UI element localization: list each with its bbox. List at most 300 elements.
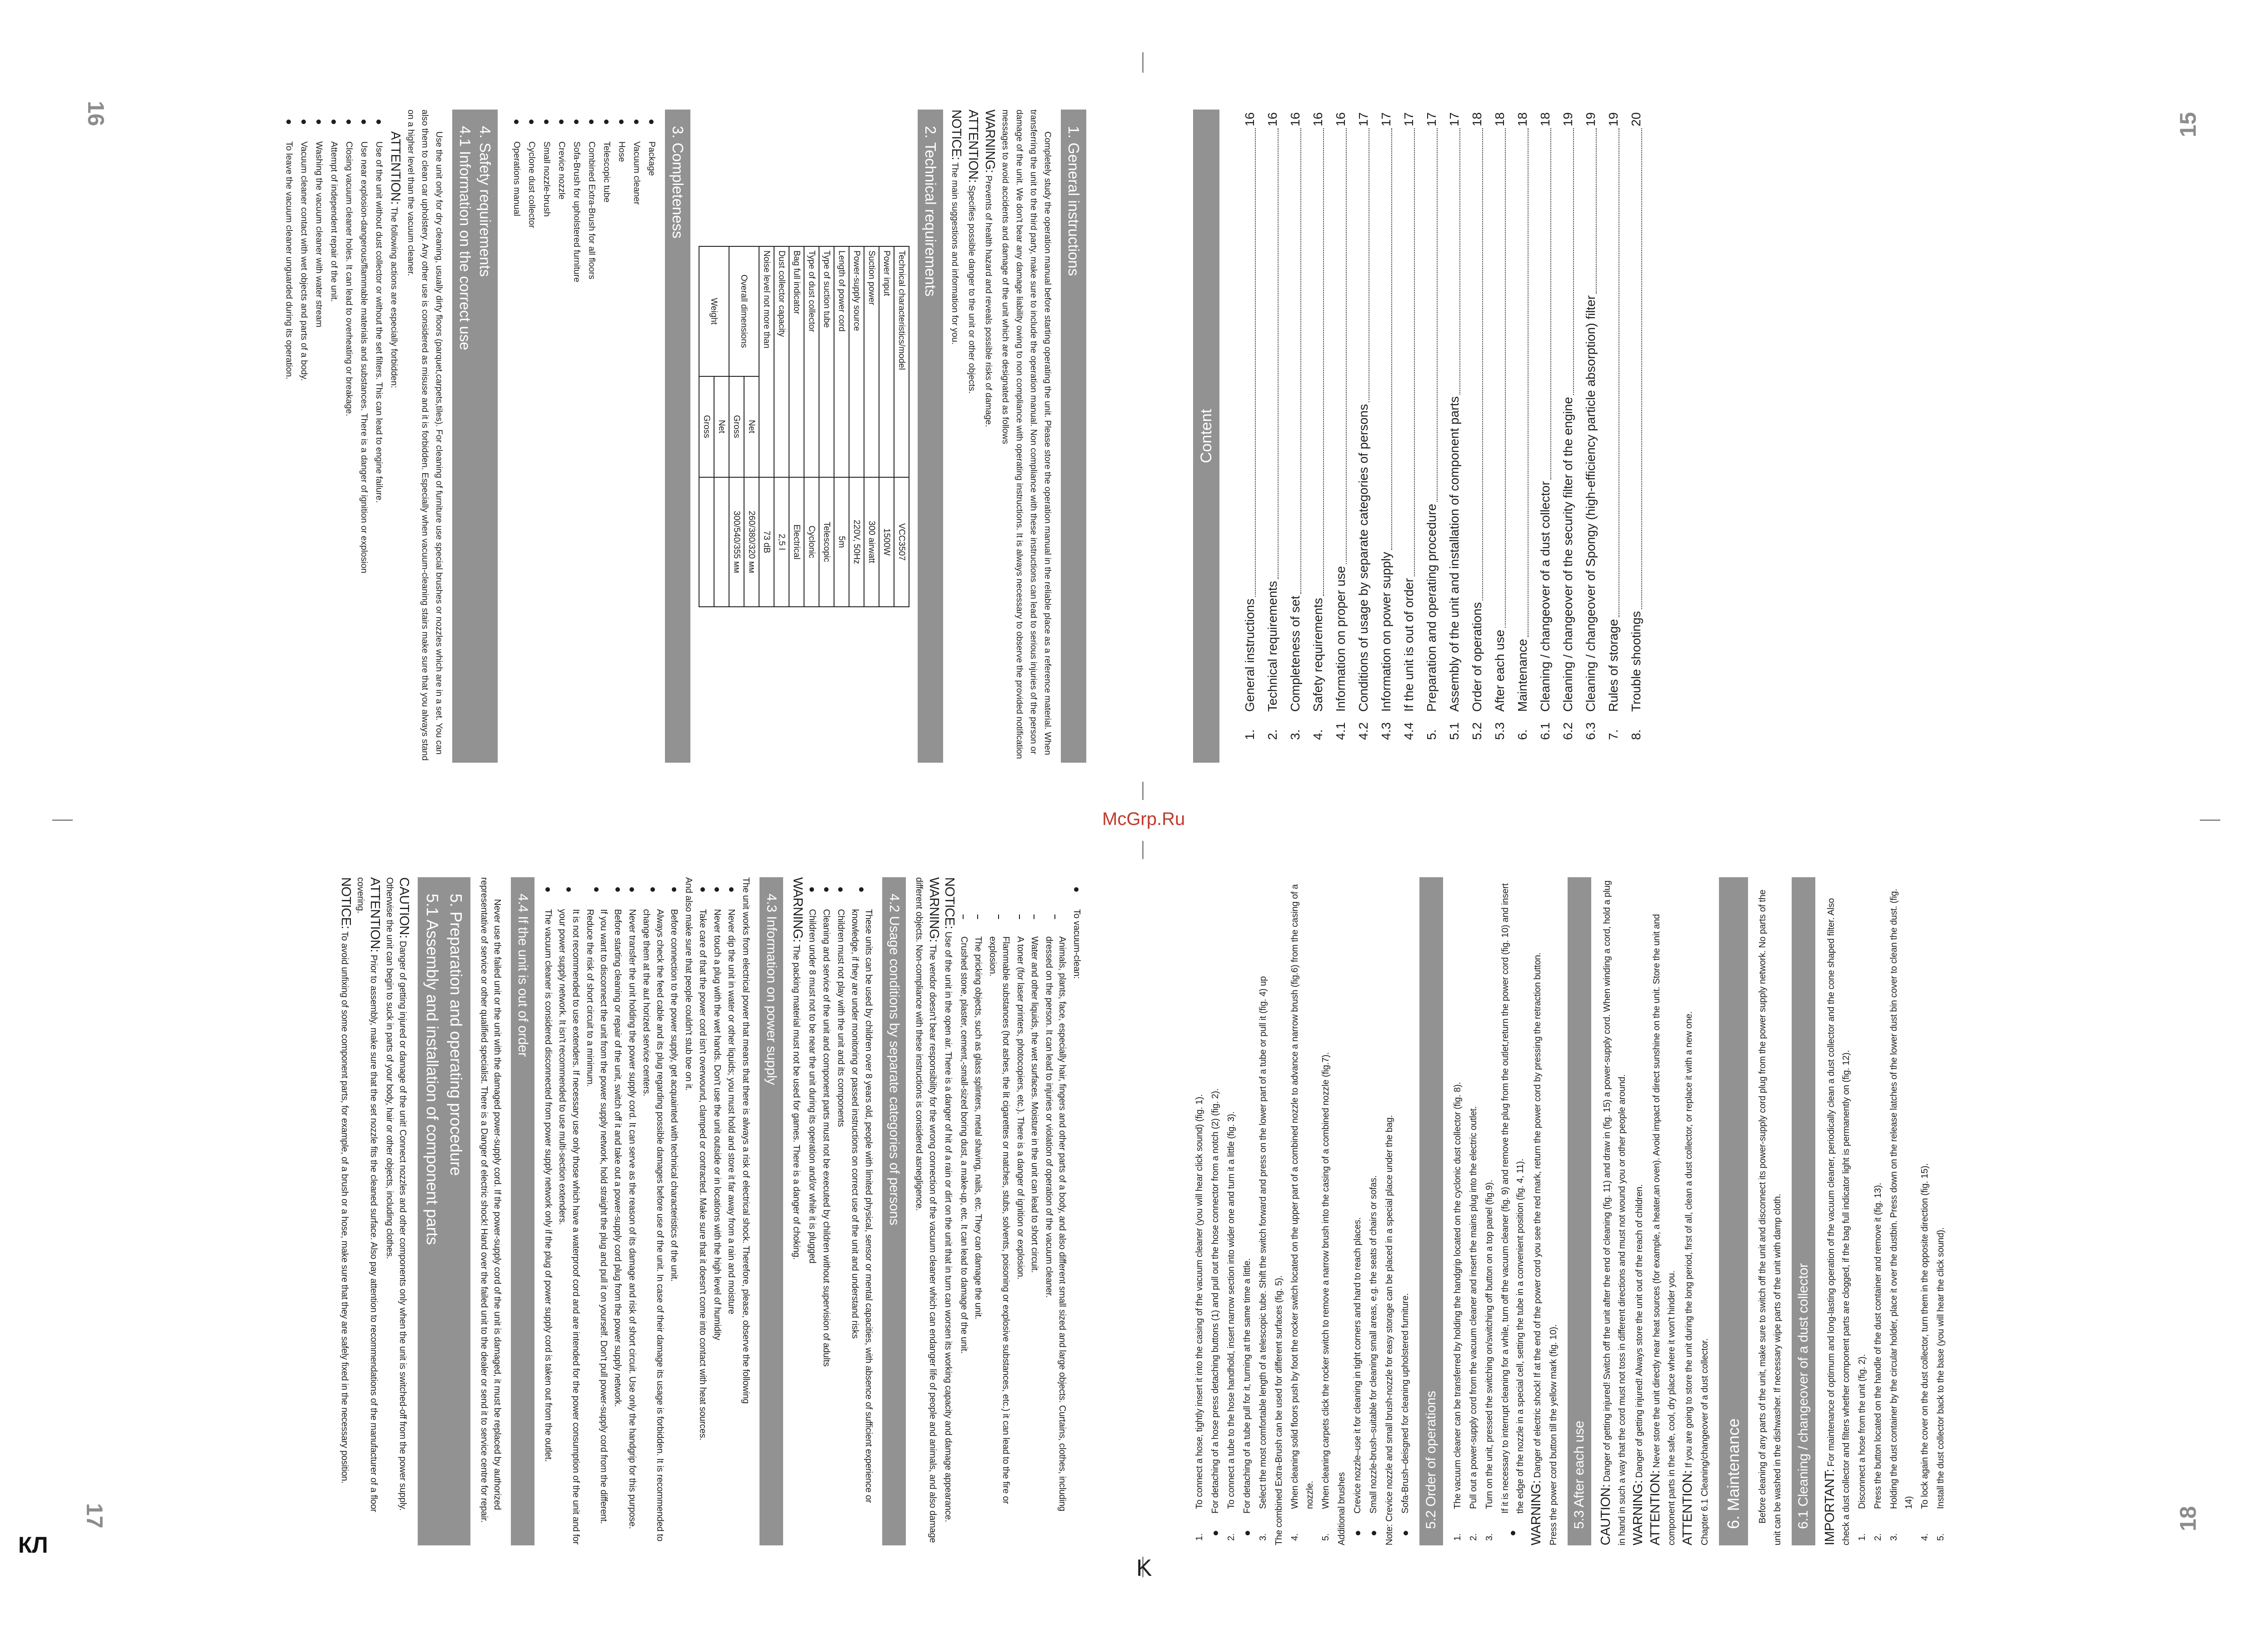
section-header — [1419, 877, 1443, 1545]
list-item — [282, 110, 296, 763]
page-17 — [0, 814, 1134, 1629]
numbered-item — [1466, 877, 1481, 1545]
toc-entry-label: Safety requirements — [1311, 598, 1325, 712]
list-item — [297, 110, 311, 763]
dash-marker — [957, 904, 971, 936]
toc-entry — [1261, 110, 1284, 763]
list-item — [614, 110, 629, 763]
list-item-text: For detaching of a hose press detaching buttons (1) and pull out the hose connector from a notch (2) (fig. 2). — [1210, 1088, 1220, 1514]
list-item-text: Crushed stone, plaster, cement,-small-sized boring dust, a make-up, etc. It can lead to damage of the unit. — [959, 936, 969, 1354]
list-item-text: The vacuum cleaner can be transferred by holding the handgrip located on the cyclonic dust collector (fig. 8). — [1453, 1082, 1463, 1509]
list-item-text: Children under 8 must not to be near the unit during its operation and/or while it is plugged — [807, 909, 817, 1264]
toc-entry-label: Completeness of set — [1288, 595, 1302, 712]
spec-label: Power-supply source — [849, 246, 864, 477]
spec-label: Bag full indicator — [789, 246, 804, 477]
numbered-item — [1887, 877, 1917, 1545]
bullet-icon — [615, 887, 620, 892]
toc-dot-leader — [1573, 128, 1574, 395]
toc-entry-page: 16 — [1243, 112, 1257, 127]
bullet-icon — [651, 887, 655, 892]
item-number: 1. — [1194, 1533, 1204, 1541]
list-item-text: Before connection to the power supply, get acquainted with technical characteristics of the unit. — [669, 909, 679, 1282]
paragraph-text: Use the unit only for dry cleaning, usually dirty floors (parquet,carpets,tiles). For cleaning of furniture use special brushes or nozzles which are in a set. You can also them to clean car upholstery. Any other use is considered as misuse and it is forbidden. Especially when vacuum-cleaning stairs make sure that you always stand on a higher level than the vacuum cleaner. — [406, 110, 444, 761]
item-number: 1. — [1453, 1533, 1463, 1541]
bullet-marker — [584, 110, 599, 141]
bullet-marker — [1498, 1514, 1528, 1545]
spec-value: Cyclonic — [804, 477, 819, 607]
bullet-marker — [510, 110, 524, 141]
notice-paragraph — [1599, 877, 1630, 1545]
dash-marker — [971, 904, 985, 936]
spec-value: Telescopic — [819, 477, 834, 607]
numbered-item — [1224, 877, 1239, 1545]
list-item-text: For detaching of a tube pull for it, turning at the same time a little. — [1242, 1258, 1252, 1514]
page-17-sheet — [0, 814, 1134, 1629]
list-item-text: Small nozzle-brush–suitable for cleaning small areas, e.g. the seats of chairs or sofas. — [1369, 1175, 1379, 1514]
logo: КЛ — [18, 1532, 48, 1558]
list-item-text: A toner (for laser printers, photocopiers, etc.). There is a danger of ignition or explosion. — [1015, 936, 1025, 1279]
toc-entry-label: General instructions — [1243, 598, 1257, 712]
bullet-icon — [649, 120, 654, 124]
bullet-marker — [282, 110, 296, 141]
page-18-content — [1192, 877, 1949, 1545]
watermark-text: McGrp.Ru — [1102, 809, 1185, 829]
toc-entry-page: 18 — [1470, 112, 1484, 127]
section-title: 3. Completeness — [669, 126, 686, 239]
paragraph-text: Danger of electric shock! If at the end of the power cord you see the red mark, return the power cord by pressing the retraction button. — [1533, 952, 1543, 1480]
toc-entry-page: 16 — [1311, 112, 1325, 127]
bullet-marker — [667, 877, 681, 909]
notice-paragraph — [1631, 877, 1647, 1545]
bullet-icon — [530, 120, 534, 124]
section-header — [1719, 877, 1748, 1545]
list-item-text: Never transfer the unit holding the power supply cord. It can serve as the reason of its damage and risk of short circuit. Use only the handgrip for this purpose. — [627, 909, 637, 1529]
notice-label: IMPORTANT: — [1823, 1469, 1837, 1545]
list-item — [696, 877, 709, 1545]
bullet-icon — [377, 120, 381, 124]
paragraph — [1382, 877, 1397, 1545]
toc-entry — [1534, 110, 1557, 763]
list-item — [1014, 877, 1027, 1545]
list-item — [819, 877, 833, 1545]
toc-entry-label: Technical requirements — [1265, 581, 1279, 712]
list-item-text: Press the button located on the handle of the dust container and remove it (fig. 13). — [1873, 1183, 1883, 1509]
bullet-marker — [696, 877, 709, 909]
bullet-icon — [594, 887, 599, 892]
toc-entry — [1239, 110, 1261, 763]
list-item — [372, 110, 386, 763]
notice-label: WARNING: — [1529, 1480, 1544, 1545]
section-title: 4.1 Information on the correct use — [457, 126, 474, 350]
list-item — [1070, 877, 1084, 1545]
notice-label: CAUTION: — [397, 877, 412, 939]
list-item-text: Sofa-Brush for upholstered furniture — [572, 141, 582, 283]
paragraph-text: Note: Crevice nozzle and small brush-nozzle for easy storage can be placed in a special place under the bag. — [1384, 1115, 1394, 1545]
item-number: 3. — [1258, 1533, 1268, 1541]
paragraph-text: The vendor doesn't bear responsibility for the wrong connection of the vacuum cleaner which can endanger life of people and animals, and also damage different objects. Non-compliance with these instructions is considered asnegligence. — [914, 877, 938, 1543]
list-item — [639, 877, 666, 1545]
toc-title: Content — [1193, 110, 1219, 763]
dash-icon — [963, 914, 964, 919]
bullet-icon — [567, 887, 571, 892]
toc-entry-page: 17 — [1424, 112, 1439, 127]
notice-paragraph — [981, 110, 997, 763]
paragraph — [739, 877, 753, 1545]
toc-entry-number: 6. — [1515, 729, 1529, 740]
page-15-sheet — [1134, 0, 2268, 814]
section-title: 1. General instructions — [1065, 126, 1082, 276]
toc-entry — [1466, 110, 1489, 763]
section-header — [882, 877, 906, 1545]
bullet-icon — [515, 120, 519, 124]
list-item — [667, 877, 681, 1545]
list-item — [957, 877, 971, 1545]
item-number: 2. — [1873, 1533, 1883, 1541]
list-item-text: Crevice nozzle–use it for cleaning in tight corners and hard to reach places. — [1353, 1217, 1363, 1514]
list-item-text: Use near explosion-dangerous/flammable materials and substances. There is a danger of ignition or explosion — [359, 141, 369, 574]
item-number: 1. — [1857, 1533, 1867, 1541]
list-item — [1028, 877, 1041, 1545]
list-item — [724, 877, 738, 1545]
list-item-text: Vacuum cleaner contact with wet objects and parts of a body. — [299, 141, 309, 381]
section-title: 6.1 Cleaning / changeover of a dust collector — [1796, 1263, 1811, 1529]
toc-entry — [1511, 110, 1534, 763]
bullet-icon — [589, 120, 594, 124]
list-item-text: If it is necessary to interrupt cleaning for a while, turn off the vacuum cleaner (fig. 9) and remove the plug from the outlet,return the power cord (fig. 10) and insert the edge of the nozzle in a special cell, setting the tube in a convenient position (fig. 4, 11). — [1500, 883, 1525, 1514]
paragraph-text: The unit works from electrical power that means that there is always a risk of electrical shock. Therefore, please, observe the following — [741, 877, 751, 1404]
item-number: 3. — [1484, 1533, 1494, 1541]
toc-dot-leader — [1346, 128, 1347, 564]
notice-paragraph — [948, 110, 964, 763]
bullet-icon — [1074, 887, 1079, 892]
list-item — [555, 110, 569, 763]
bullet-icon — [545, 887, 550, 892]
list-item-text: It is not recommended to use extenders. If necessary use only those which have a waterproof cord and are intended for the power consumption of the unit and for your power supply network. It isn't recommended to use multi-section extenders. — [557, 909, 581, 1544]
numbered-item — [1855, 877, 1870, 1545]
dash-icon — [1019, 914, 1020, 919]
spec-value — [699, 477, 714, 607]
spec-row — [879, 246, 894, 607]
spec-value — [714, 477, 729, 607]
notice-paragraph — [1529, 877, 1545, 1545]
list-item-text: To connect a tube to the hose handhold, insert narrow section into wider one and turn it a little (fig. 3). — [1226, 1111, 1236, 1509]
toc-entry-number: 5.2 — [1470, 722, 1484, 740]
toc-dot-leader — [1596, 128, 1597, 294]
page-number: 17 — [82, 1503, 107, 1529]
spec-label: Power input — [879, 246, 894, 477]
spec-label: Technical characteristics/model — [894, 246, 909, 477]
section-title: 4.2 Usage conditions by separate categories of persons — [887, 894, 902, 1225]
spec-row — [804, 246, 819, 607]
list-item-text: To vacuum-clean: — [1072, 909, 1082, 979]
toc-entry-number: 7. — [1606, 729, 1620, 740]
toc-dot-leader — [1528, 128, 1529, 637]
notice-label: WARNING: — [790, 877, 805, 943]
numbered-item — [1450, 877, 1465, 1545]
toc-dot-leader — [1300, 128, 1301, 594]
toc-entry-label: Preparation and operating procedure — [1424, 504, 1439, 712]
paragraph — [998, 110, 1054, 763]
paragraph-text: The main suggestions and information for you. — [950, 160, 960, 345]
notice-paragraph — [789, 877, 804, 1545]
toc-dot-leader — [1414, 128, 1415, 576]
notice-label: NOTICE: — [949, 110, 964, 160]
toc-entry-label: Cleaning / changeover of a dust collector — [1538, 481, 1552, 712]
list-item-text: The vacuum cleaner is considered disconnected from power supply network only if the plug of power supply cord is taken out from the outlet. — [543, 909, 553, 1462]
paragraph-text: Prevents of health hazard and reveals possible risks of damage. — [984, 173, 994, 427]
notice-label: WARNING: — [1631, 1480, 1645, 1545]
paragraph — [682, 877, 695, 1545]
bullet-icon — [604, 120, 609, 124]
list-item — [986, 877, 1013, 1545]
paragraph-text: Before cleaning of any parts of the unit, make sure to switch off the unit and disconnect its power-supply cord plug from the power supply network. No parts of the unit can be washed in the dishwasher. If necessary wipe parts of the unit with damp cloth. — [1758, 889, 1783, 1545]
bullet-marker — [625, 877, 639, 909]
bullet-icon — [809, 887, 814, 892]
list-item-text: When cleaning solid floors push by foot the rocker switch located on the upper part of a combined nozzle to advance a narrow brush (fig.6) from the casing of a nozzle. — [1290, 884, 1315, 1509]
list-item-text: If you want to disconnect the unit from the power supply network, hold straight the plug and pull it on yourself. Don't pull power-supply cord from the different. Reduce the risk of short circuit to a minimum. — [585, 909, 609, 1524]
toc-entry-page: 16 — [1265, 112, 1279, 127]
toc-entry — [1398, 110, 1420, 763]
dash-icon — [977, 914, 978, 919]
toc-entry-number: 4.2 — [1356, 722, 1370, 740]
toc-entry-label: Cleaning / changeover of the security filter of the engine — [1561, 397, 1575, 712]
paragraph-text: Prior to assembly, make sure that the set nozzle fits the cleaned surface. Also pay attention to recommendations of the manufacturer of a floor covering. — [355, 877, 379, 1512]
list-item — [1240, 877, 1255, 1545]
list-item-text: Select the most comfortable length of a telescopic tube. Shift the switch forward and press on the lower part of a tube or pull it (fig. 4) up — [1258, 976, 1268, 1509]
spec-value: 73 dB — [759, 477, 774, 607]
numbered-item — [1192, 877, 1207, 1545]
bullet-icon — [317, 120, 321, 124]
toc-entry-number: 6.2 — [1561, 722, 1575, 740]
list-item — [584, 110, 599, 763]
paragraph — [1334, 877, 1349, 1545]
section-header — [918, 110, 943, 763]
dash-marker — [986, 904, 1013, 936]
section-title: 5.3 After each use — [1572, 1420, 1587, 1529]
bullet-icon — [629, 887, 634, 892]
list-item-text: Children must not play with the unit and its components — [836, 909, 846, 1127]
list-item-text: Before starting cleaning or repair of the unit, switch off it and take out a power-supply cord plug from the power supply network. — [613, 909, 623, 1407]
bullet-marker — [1366, 1514, 1381, 1545]
toc-dot-leader — [1278, 128, 1279, 579]
toc-entry-page: 17 — [1379, 112, 1393, 127]
paragraph-text: Completely study the operation manual before starting operating the unit. Please store the operation manual in the reliable place as a reference material. When transferring the unit to the third party, make sure to include the operation manual. Non compliance with these instructions can lead to serious injuries of the person or damage of the unit. We don't bear any damage liability owing to non compliance with operating instructions. It is always necessary to observe the provided notification messages to avoid accidents and damage of the unit which are designated as follows — [1000, 110, 1053, 759]
toc-entry-label: After each use — [1493, 630, 1507, 712]
toc-entry-label: Information on power supply — [1379, 552, 1393, 712]
bullet-icon — [1511, 1531, 1515, 1535]
bullet-icon — [1404, 1531, 1408, 1535]
bullet-marker — [819, 877, 833, 909]
bullet-marker — [1350, 1514, 1365, 1545]
spec-row — [744, 246, 759, 607]
toc-entry — [1329, 110, 1352, 763]
toc-entry-number: 4.1 — [1334, 722, 1348, 740]
page-number: 16 — [83, 101, 109, 126]
spec-value: 300/540/355 мм — [729, 477, 744, 607]
section-title: 4.3 Information on power supply — [764, 894, 779, 1085]
page-15 — [1134, 0, 2268, 814]
paragraph-text: To avoid unfixing of some component parts, for example, of a brush or a hose, make sure that they are safely fixed in the necessary position. — [340, 929, 350, 1484]
toc-entry-label: Information on proper use — [1334, 566, 1348, 712]
toc-dot-leader — [1505, 128, 1506, 628]
notice-label: CAUTION: — [1599, 1484, 1613, 1545]
paragraph-text: Specifies possible danger to the unit or other objects. — [967, 182, 977, 394]
list-item-text: To connect a hose, tightly insert it into the casing of the vacuum cleaner (you will hear click sound) (fig. 1). — [1194, 1094, 1204, 1509]
notice-label: ATTENTION: — [966, 110, 981, 183]
spec-value: 1500W — [879, 477, 894, 607]
spec-value: VCC3507 — [894, 477, 909, 607]
spec-row — [759, 246, 774, 607]
dash-marker — [1014, 904, 1027, 936]
list-item — [644, 110, 659, 763]
spec-sub-label: Gross — [729, 376, 744, 477]
list-item — [599, 110, 614, 763]
page-number: 18 — [2175, 1506, 2201, 1531]
item-number: 5. — [1936, 1533, 1946, 1541]
bullet-marker — [614, 110, 629, 141]
list-item — [525, 110, 539, 763]
section-title: 6. Maintenance — [1724, 1418, 1743, 1529]
list-item-text: Cyclone dust collector — [527, 141, 537, 228]
list-item — [1350, 877, 1365, 1545]
dash-icon — [998, 914, 999, 919]
spec-row — [789, 246, 804, 607]
list-item-text: Pull out a power-supply cord from the vacuum cleaner and insert the mains plug into the electric outlet. — [1469, 1106, 1479, 1509]
list-item-text: Crevice nozzle — [557, 141, 567, 200]
spec-value: 220V, 50Hz — [849, 477, 864, 607]
section-title: 5.1 Assembly and installation of component parts — [423, 894, 442, 1245]
bullet-marker — [525, 110, 539, 141]
spec-row — [849, 246, 864, 607]
list-item — [611, 877, 624, 1545]
bullet-icon — [838, 887, 843, 892]
bullet-marker — [1070, 877, 1084, 909]
list-item — [805, 877, 819, 1545]
bullet-icon — [619, 120, 624, 124]
bullet-icon — [545, 120, 549, 124]
bullet-marker — [639, 877, 666, 909]
paragraph-text: The packing material must not be used for games. There is a danger of choking. — [791, 942, 802, 1260]
bullet-marker — [569, 110, 584, 141]
toc-dot-leader — [1437, 128, 1438, 502]
bullet-icon — [1214, 1531, 1218, 1535]
list-item-text: Always check the feed cable and its plug regarding possible damages before use of the unit. In case of their damage its usage is forbidden. It is recommended to change them at the aut horized service centers. — [641, 909, 665, 1542]
bullet-icon — [560, 120, 564, 124]
bullet-icon — [729, 887, 734, 892]
item-number: 2. — [1469, 1533, 1479, 1541]
section-title: 5. Preparation and operating procedure — [447, 894, 466, 1176]
toc-entry-page: 16 — [1334, 112, 1348, 127]
bullet-icon — [634, 120, 639, 124]
paragraph-text: Never use the failed unit or the unit with the damaged power-supply cord. If the power-supply cord of the unit is damaged, it must be replaced by authorized representative of service or other qualified specialist. There is a Danger of electric shock! Hand over the failed unit to the dealer or send it to service centre for repair. — [479, 877, 503, 1523]
toc-dot-leader — [1391, 128, 1392, 550]
spec-row — [834, 246, 849, 607]
list-item-text: Install the dust collector back to the base (you will hear the click sound). — [1936, 1227, 1946, 1509]
notice-paragraph — [338, 877, 353, 1545]
numbered-item — [1288, 877, 1318, 1545]
list-item — [1208, 877, 1223, 1545]
notice-label: ATTENTION: — [1648, 1470, 1663, 1545]
list-item-text: Closing vacuum cleaner holes. It can lead to overheating or breakage. — [344, 141, 354, 416]
corner-mark: K — [1136, 1555, 1152, 1581]
numbered-item — [1256, 877, 1271, 1545]
bullet-marker — [297, 110, 311, 141]
list-item-text: Flammable substances (hot ashes, the lit cigarettes or matches, stubs, solvents, poisoning or explosive substances, etc.) it can lead to the fire or explosion. — [988, 936, 1011, 1504]
bullet-icon — [672, 887, 676, 892]
paragraph — [404, 110, 446, 763]
toc-entry-number: 4. — [1311, 729, 1325, 740]
list-item — [327, 110, 341, 763]
notice-label: WARNING: — [927, 877, 941, 943]
section-header — [759, 877, 783, 1545]
toc-entry-label: Trouble shootings — [1629, 611, 1643, 712]
bullet-marker — [555, 110, 569, 141]
toc-entry — [1489, 110, 1511, 763]
section-title: 4.4 If the unit is out of order — [515, 894, 531, 1057]
list-item-text: When cleaning carpets click the rocker switch to remove a narrow brush into the casing of a combined nozzle (fig.7). — [1321, 1052, 1331, 1509]
list-item — [848, 877, 875, 1545]
list-item — [342, 110, 356, 763]
toc-entry — [1443, 110, 1466, 763]
bullet-marker — [611, 877, 624, 909]
paragraph-text: Never store the unit directly near heat sources (for example, a heater,an oven). Avoid impact of direct sunshine on the unit. Store the unit and component parts in the safe, cool, dry place where it won't hinder you. — [1652, 914, 1677, 1545]
list-item-text: Disconnect a hose from the unit (fig. 2). — [1857, 1354, 1867, 1509]
page-16 — [0, 0, 1134, 814]
toc-entry — [1579, 110, 1602, 763]
spec-label: Type of dust collector — [804, 246, 819, 477]
toc-entry-label: If the unit is out of order — [1402, 578, 1416, 712]
paragraph-text: Chapter 6.1 Cleaning/changeover of a dust collector. — [1700, 1338, 1710, 1545]
list-item — [357, 110, 371, 763]
paragraph-text: The combined Extra-Brush can be used for different surfaces (fig. 5). — [1274, 1275, 1284, 1545]
paragraph-text: For maintenance of optimum and long-lasting operation of the vacuum cleaner, periodically clean a dust collector and the cone shaped filter. Also check a dust collector and filters whether component parts are clogged, if the bag full indicator light is permanently on (fig. 12). — [1826, 898, 1851, 1545]
bullet-marker — [342, 110, 356, 141]
bullet-marker — [1240, 1514, 1255, 1545]
item-number: 2. — [1226, 1533, 1236, 1541]
spec-value: Electrical — [789, 477, 804, 607]
notice-paragraph — [1648, 877, 1679, 1545]
paragraph — [1698, 877, 1713, 1545]
numbered-item — [1918, 877, 1933, 1545]
list-item — [629, 110, 644, 763]
item-number: 3. — [1889, 1533, 1899, 1541]
section-header — [1792, 877, 1815, 1545]
spec-label: Type of suction tube — [819, 246, 834, 477]
list-item-text: These units can be used by children over 8 years old, people with limited physical, sensor or mental capacities, with absence of sufficient experience or knowledge, if they are under monitoring or passed instructions on correct use of the unit and understand risks — [850, 909, 874, 1503]
toc-entry-page: 19 — [1584, 112, 1598, 127]
toc-entry-page: 18 — [1515, 112, 1529, 127]
notice-paragraph — [387, 110, 403, 763]
bullet-marker — [1208, 1514, 1223, 1545]
section-header — [1061, 110, 1086, 763]
toc-entry-number: 5.1 — [1447, 722, 1461, 740]
dash-marker — [1042, 904, 1069, 936]
spec-row — [714, 246, 729, 607]
spec-label: Suction power — [864, 246, 879, 477]
item-number: 4. — [1920, 1533, 1930, 1541]
toc-entry-label: Conditions of usage by separate categories of persons — [1356, 404, 1370, 712]
section-title: 2. Technical requirements — [922, 126, 939, 297]
toc-entry-page: 19 — [1561, 112, 1575, 127]
toc-entry-page: 17 — [1402, 112, 1416, 127]
section-title: 5.2 Order of operations — [1424, 1391, 1439, 1529]
toc-entry — [1352, 110, 1375, 763]
bullet-marker — [312, 110, 326, 141]
bullet-marker — [834, 877, 848, 909]
toc-dot-leader — [1255, 128, 1256, 597]
paragraph-text: Danger of getting injured! Always store the unit out of the reach of children. — [1634, 1184, 1644, 1480]
spec-label: Length of power cord — [834, 246, 849, 477]
